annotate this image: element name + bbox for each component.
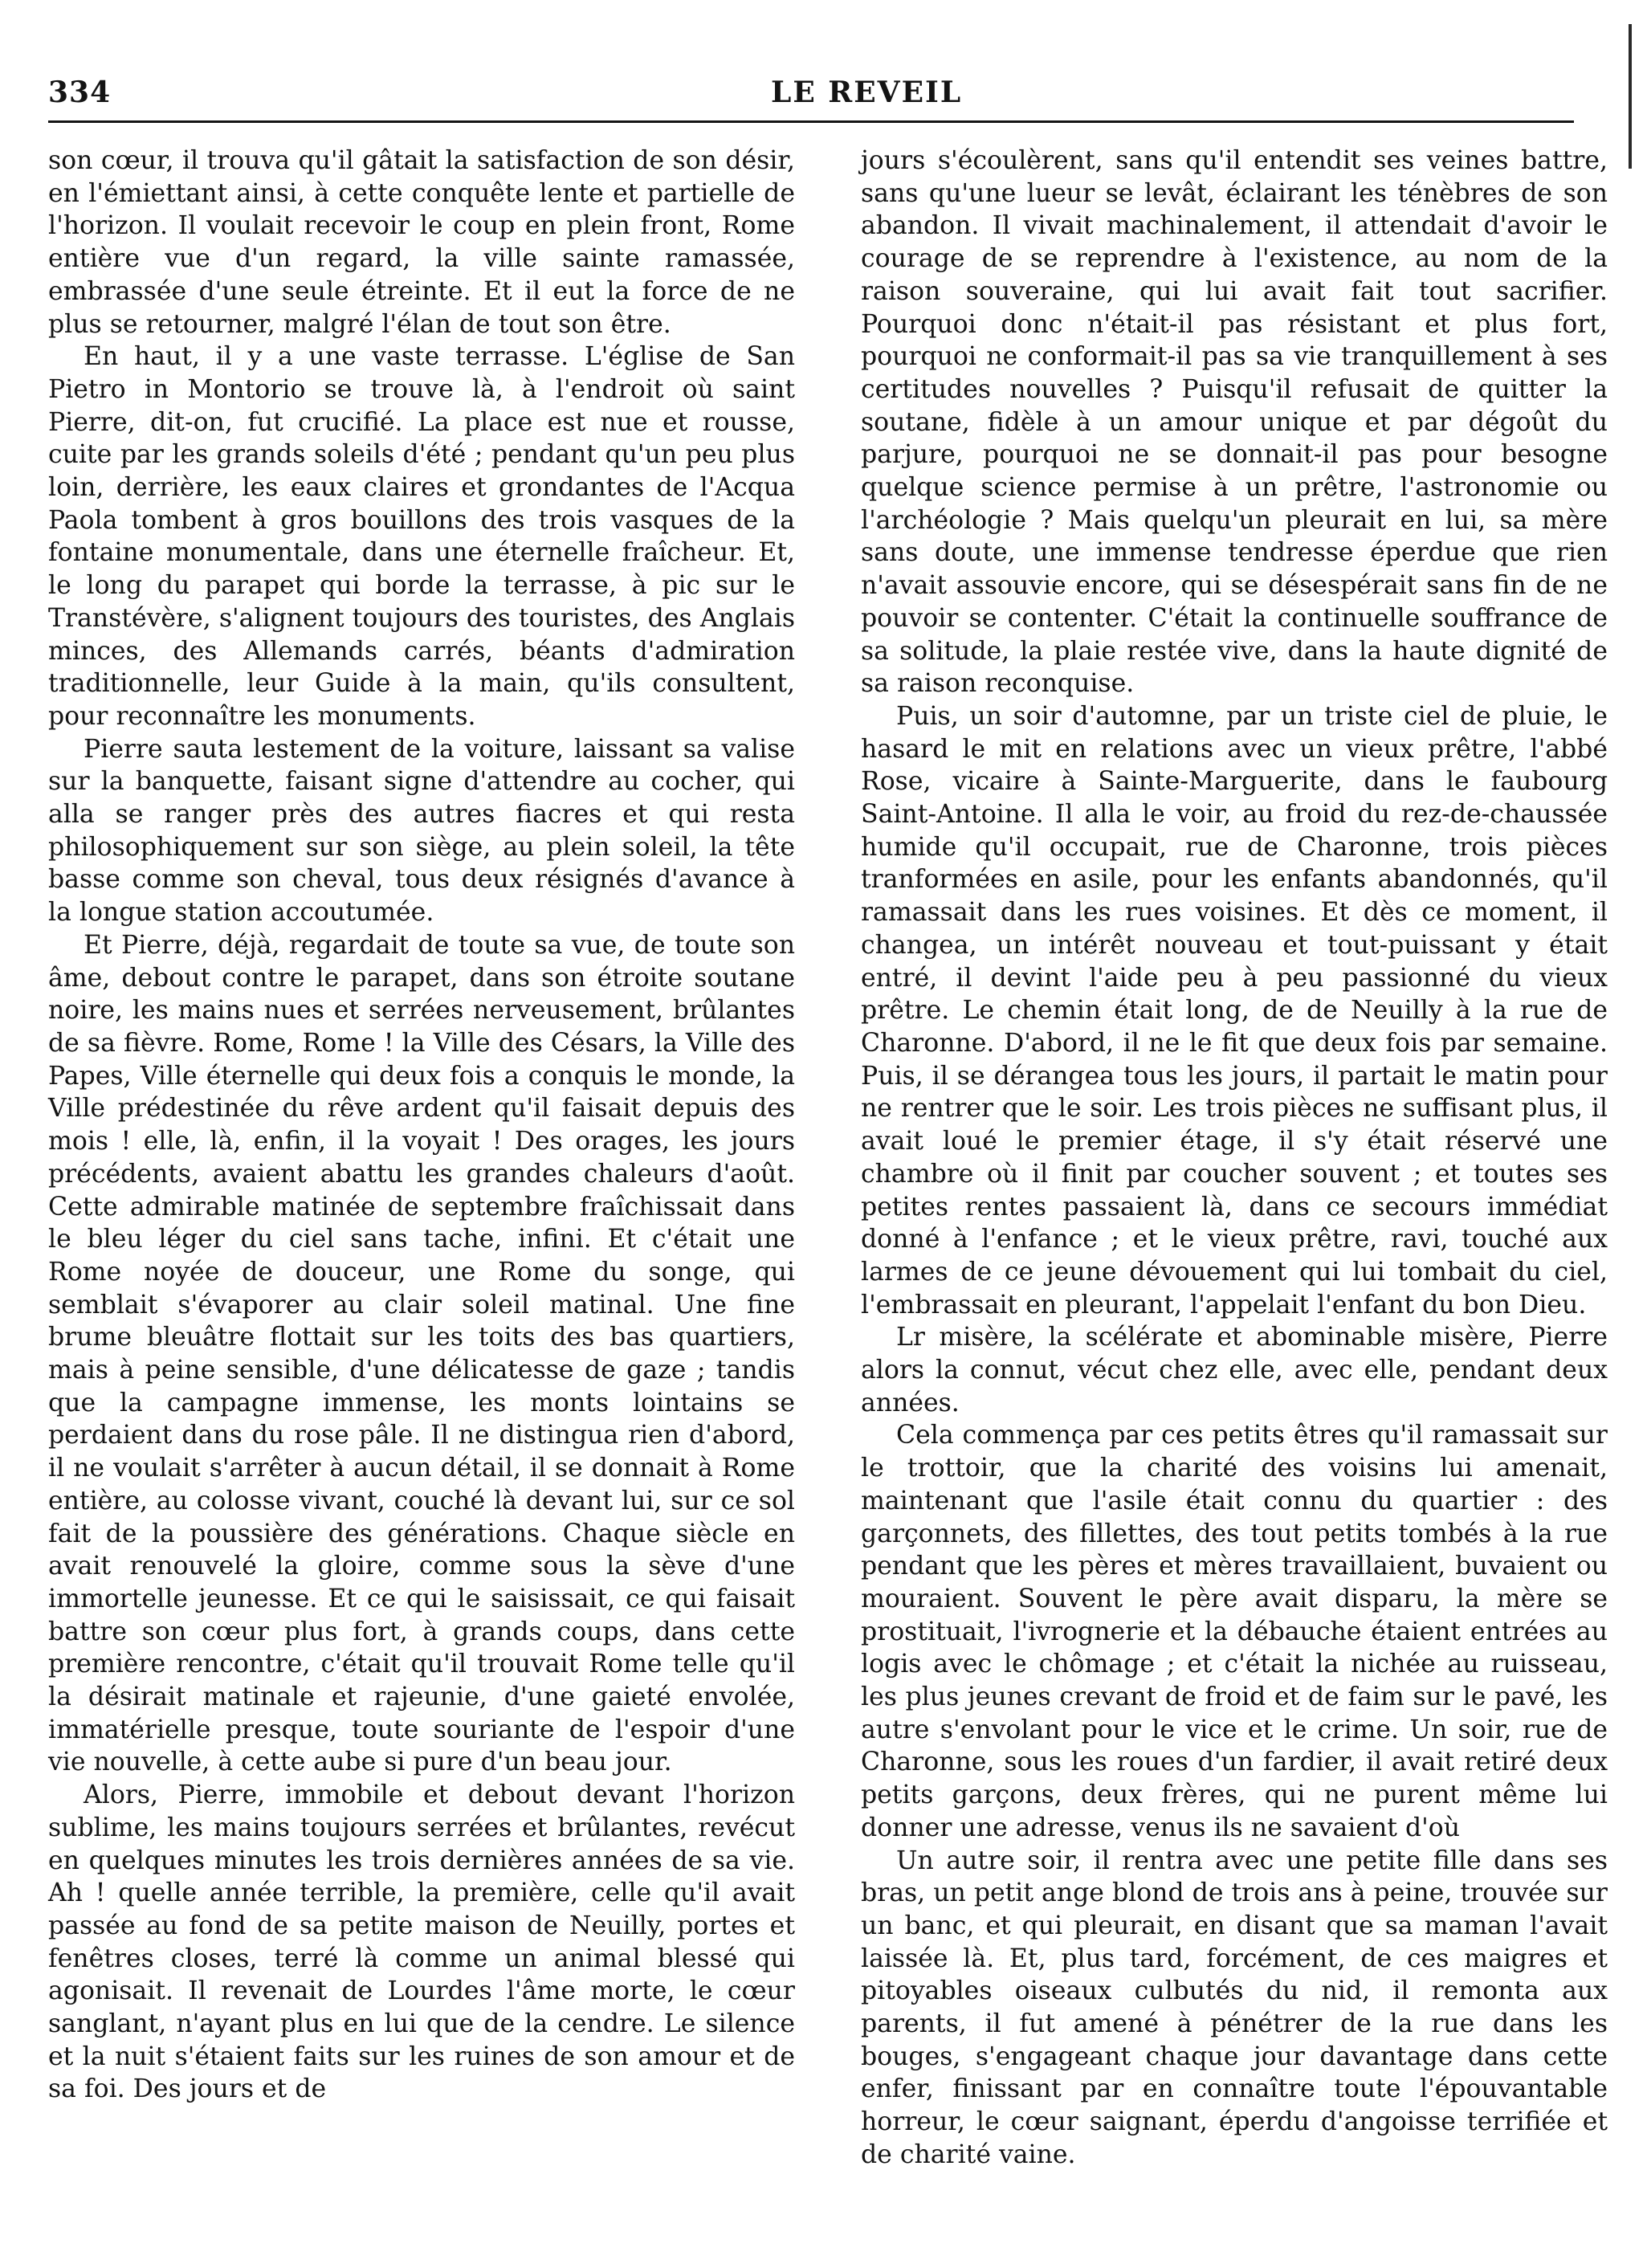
- paragraph: Alors, Pierre, immobile et debout devant l'horizon sublime, les mains toujours serrées et brûlantes, revécut en quelques minutes les trois dernières années de sa vie. Ah ! quelle année terrible, la première, celle qu'il avait passée au fond de sa petite maison de Neuilly, portes et fenêtres closes, terré là comme un animal blessé qui agonisait. Il revenait de Lourdes l'âme morte, le cœur sanglant, n'ayant plus en lui que de la cendre. Le silence et la nuit s'étaient faits sur les ruines de son amour et de sa foi. Des jours et de: [48, 1781, 795, 2104]
- page-number: 334: [48, 75, 112, 109]
- paragraph: son cœur, il trouva qu'il gâtait la satisfaction de son désir, en l'émiettant ainsi, à cette conquête lente et partielle de l'horizon. Il voulait recevoir le coup en plein front, Rome entière vue d'un regard, la ville sainte ramassée, embrassée d'une seule étreinte. Et il eut la force de ne plus se retourner, malgré l'élan de tout son être.: [48, 146, 795, 339]
- paragraph: Cela commença par ces petits êtres qu'il ramassait sur le trottoir, que la charité des voisins lui amenait, maintenant que l'asile était connu du quartier : des garçonnets, des fillettes, des tout petits tombés à la rue pendant que les pères et mères travaillaient, buvaient ou mouraient. Souvent le père avait disparu, la mère se prostituait, l'ivrognerie et la débauche étaient entrées au logis avec le chômage ; et c'était la nichée au ruisseau, les plus jeunes crevant de froid et de faim sur le pavé, les autre s'envolant pour le vice et le crime. Un soir, rue de Charonne, sous les roues d'un fardier, il avait retiré deux petits garçons, deux frères, qui ne purent même lui donner une adresse, venus ils ne savaient d'où: [861, 1421, 1608, 1842]
- paragraph: Pierre sauta lestement de la voiture, laissant sa valise sur la banquette, faisant signe d'attendre au cocher, qui alla se ranger près des autres fiacres et qui resta philosophiquement sur son siège, au plein soleil, la tête basse comme son cheval, tous deux résignés d'avance à la longue station accoutumée.: [48, 734, 795, 928]
- right-column: [861, 145, 1608, 2172]
- left-column: [48, 145, 795, 2106]
- paragraph: Un autre soir, il rentra avec une petite fille dans ses bras, un petit ange blond de trois ans à peine, trouvée sur un banc, et qui pleurait, en disant que sa maman l'avait laissée là. Et, plus tard, forcément, de ces maigres et pitoyables oiseaux culbutés du nid, il remonta aux parents, il fut amené à pénétrer de la rue dans les bouges, s'engageant chaque jour davantage dans cette enfer, finissant par en connaître toute l'épouvantable horreur, le cœur saignant, éperdu d'angoisse terrifiée et de charité vaine.: [861, 1846, 1608, 2169]
- journal-title: LE REVEIL: [771, 75, 963, 109]
- margin-rule: [1629, 24, 1632, 169]
- paragraph: Et Pierre, déjà, regardait de toute sa vue, de toute son âme, debout contre le parapet, dans son étroite soutane noire, les mains nues et serrées nerveusement, brûlantes de sa fièvre. Rome, Rome ! la Ville des Césars, la Ville des Papes, Ville éternelle qui deux fois a conquis le monde, la Ville prédestinée du rêve ardent qu'il faisait depuis des mois ! elle, là, enfin, il la voyait ! Des orages, les jours précédents, avaient abattu les grandes chaleurs d'août. Cette admirable matinée de septembre fraîchissait dans le bleu léger du ciel sans tache, infini. Et c'était une Rome noyée de douceur, une Rome du songe, qui semblait s'évaporer au clair soleil matinal. Une fine brume bleuâtre flottait sur les toits des bas quartiers, mais à peine sensible, d'une délicatesse de gaze ; tandis que la campagne immense, les monts lointains se perdaient dans du rose pâle. Il ne distingua rien d'abord, il ne voulait s'arrêter à aucun détail, il se donnait à Rome entière, au colosse vivant, couché là devant lui, sur ce sol fait de la poussière des générations. Chaque siècle en avait renouvelé la gloire, comme sous la sève d'une immortelle jeunesse. Et ce qui le saisissait, ce qui faisait battre son cœur plus fort, à grands coups, dans cette première rencontre, c'était qu'il trouvait Rome telle qu'il la désirait matinale et rajeunie, d'une gaieté envolée, immatérielle presque, toute souriante de l'espoir d'une vie nouvelle, à cette aube si pure d'un beau jour.: [48, 930, 795, 1777]
- paragraph: En haut, il y a une vaste terrasse. L'église de San Pietro in Montorio se trouve là, à l'endroit où saint Pierre, dit-on, fut crucifié. La place est nue et rousse, cuite par les grands soleils d'été ; pendant qu'un peu plus loin, derrière, les eaux claires et grondantes de l'Acqua Paola tombent à gros bouillons des trois vasques de la fontaine monumentale, dans une éternelle fraîcheur. Et, le long du parapet qui borde la terrasse, à pic sur le Transtévère, s'alignent toujours des touristes, des Anglais minces, des Allemands carrés, béants d'admiration traditionnelle, leur Guide à la main, qu'ils consultent, pour reconnaître les monuments.: [48, 342, 795, 731]
- paragraph: Lr misère, la scélérate et abominable misère, Pierre alors la connut, vécut chez elle, avec elle, pendant deux années.: [861, 1323, 1608, 1418]
- paragraph: jours s'écoulèrent, sans qu'il entendit ses veines battre, sans qu'une lueur se levât, éclairant les ténèbres de son abandon. Il vivait machinalement, il attendait d'avoir le courage de se reprendre à l'existence, au nom de la raison souveraine, qui lui avait fait tout sacrifier. Pourquoi donc n'était-il pas résistant et plus fort, pourquoi ne conformait-il pas sa vie tranquillement à ses certitudes nouvelles ? Puisqu'il refusait de quitter la soutane, fidèle à un amour unique et par dégoût du parjure, pourquoi ne se donnait-il pas pour besogne quelque science permise à un prêtre, l'astronomie ou l'archéologie ? Mais quelqu'un pleurait en lui, sa mère sans doute, une immense tendresse éperdue que rien n'avait assouvie encore, qui se désespérait sans fin de ne pouvoir se contenter. C'était la continuelle souffrance de sa solitude, la plaie restée vive, dans la haute dignité de sa raison reconquise.: [861, 146, 1608, 699]
- paragraph: Puis, un soir d'automne, par un triste ciel de pluie, le hasard le mit en relations avec un vieux prêtre, l'abbé Rose, vicaire à Sainte-Marguerite, dans le faubourg Saint-Antoine. Il alla le voir, au froid du rez-de-chaussée humide qu'il occupait, rue de Charonne, trois pièces tranformées en asile, pour les enfants abandonnés, qu'il ramassait dans les rues voisines. Et dès ce moment, il changea, un intérêt nouveau et tout-puissant y était entré, il devint l'aide peu à peu passionné du vieux prêtre. Le chemin était long, de de Neuilly à la rue de Charonne. D'abord, il ne le fit que deux fois par semaine. Puis, il se dérangea tous les jours, il partait le matin pour ne rentrer que le soir. Les trois pièces ne suffisant plus, il avait loué le premier étage, il s'y était réservé une chambre où il finit par coucher souvent ; et toutes ses petites rentes passaient là, dans ce secours immédiat donné à l'enfance ; et le vieux prêtre, ravi, touché aux larmes de ce jeune dévouement qui lui tombait du ciel, l'embrassait en pleurant, l'appelait l'enfant du bon Dieu.: [861, 701, 1608, 1320]
- header-rule: [48, 120, 1574, 123]
- page-header: [48, 75, 1646, 116]
